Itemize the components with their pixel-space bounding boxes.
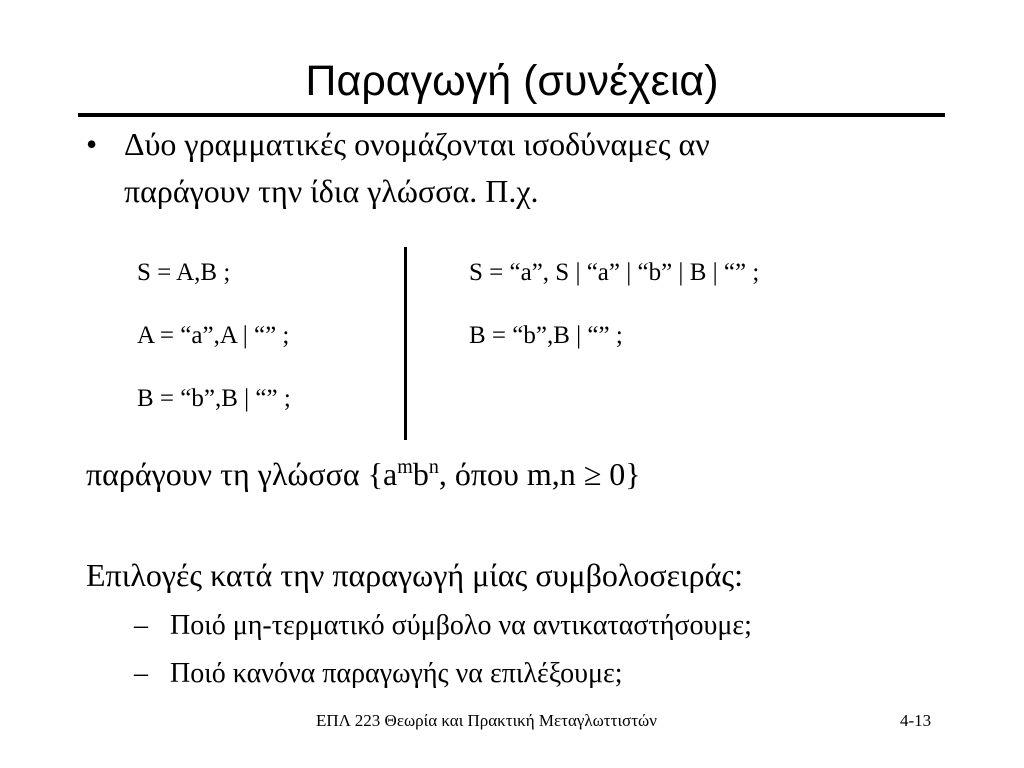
- grammar-left-rule-3: B = “b”,B | “” ;: [137, 385, 291, 412]
- dash-marker: –: [134, 610, 148, 641]
- grammar-left-rule-2: A = “a”,A | “” ;: [137, 322, 290, 349]
- generated-language: [86, 455, 641, 493]
- exponent-m: m: [397, 456, 413, 478]
- dash-marker: –: [134, 658, 148, 689]
- grammar-right-rule-1: S = “a”, S | “a” | “b” | B | “” ;: [469, 259, 760, 286]
- bullet-text-line-1: Δύο γραμματικές ονομάζονται ισοδύναμες αν: [124, 126, 710, 162]
- grammar-right-rule-2: B = “b”,B | “” ;: [469, 322, 623, 349]
- title-underline: [78, 113, 945, 117]
- language-b: b: [412, 456, 429, 492]
- choice-item-2: Ποιό κανόνα παραγωγής να επιλέξουμε;: [170, 658, 623, 689]
- footer-course: ΕΠΛ 223 Θεωρία και Πρακτική Μεταγλωττιστών: [316, 711, 657, 730]
- grammar-divider: [404, 247, 407, 440]
- choice-item-1: Ποιό μη-τερματικό σύμβολο να αντικαταστήσουμε;: [170, 610, 752, 641]
- language-suffix: , όπου m,n ≥ 0}: [438, 456, 641, 492]
- language-prefix: παράγουν τη γλώσσα {a: [86, 456, 398, 492]
- grammar-left-rule-1: S = A,B ;: [137, 259, 231, 286]
- footer-page-number: 4-13: [900, 711, 932, 730]
- exponent-n: n: [428, 456, 439, 478]
- choices-heading: Επιλογές κατά την παραγωγή μίας συμβολοσειράς:: [86, 557, 743, 593]
- bullet-text-line-2: παράγουν την ίδια γλώσσα. Π.χ.: [124, 173, 539, 209]
- slide-title: Παραγωγή (συνέχεια): [305, 57, 719, 105]
- bullet-marker: •: [86, 126, 98, 162]
